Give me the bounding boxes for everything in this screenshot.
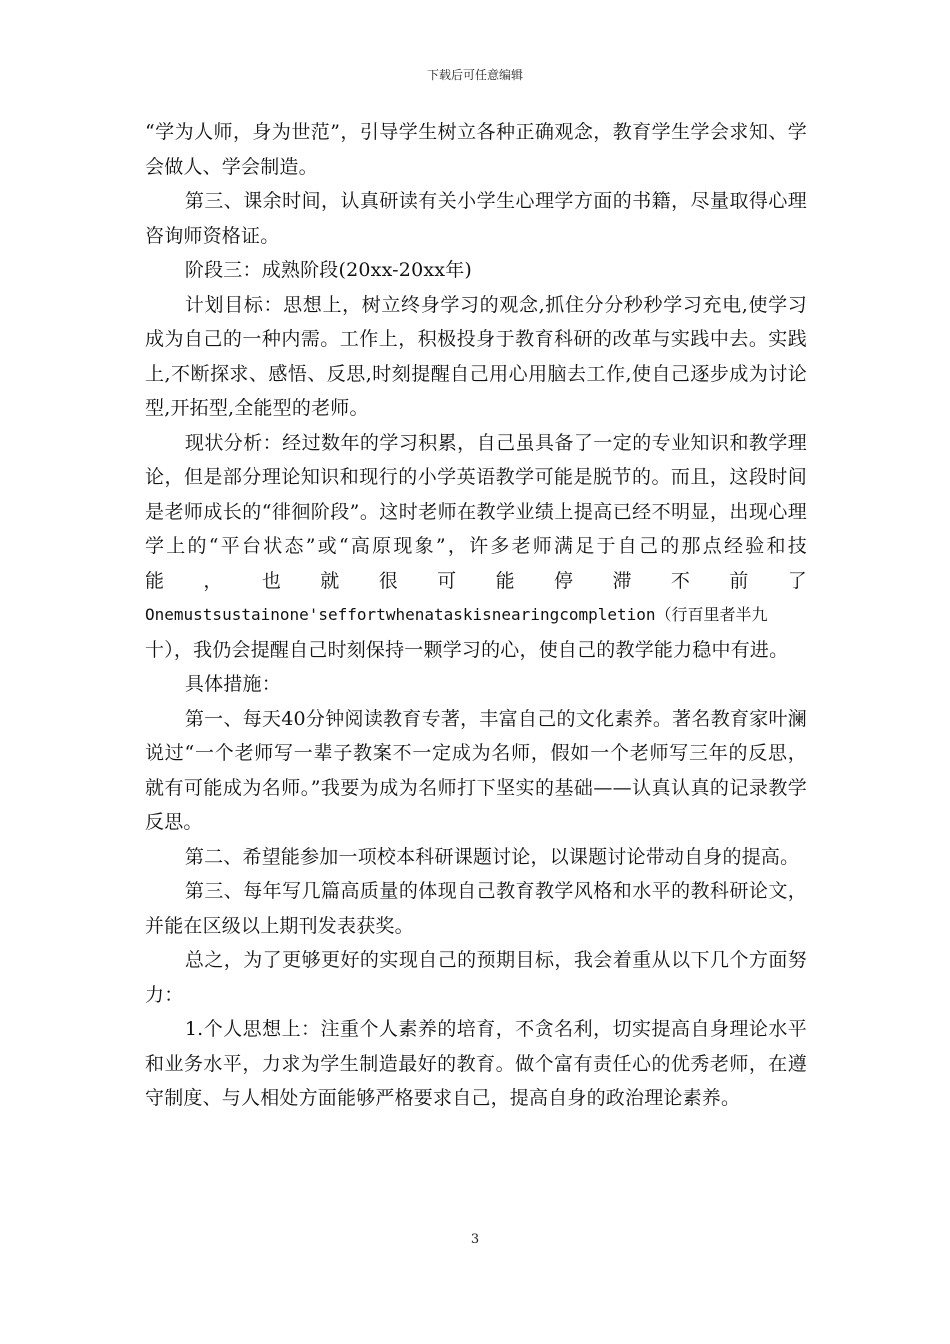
paragraph-status-analysis: 现状分析：经过数年的学习积累，自己虽具备了一定的专业知识和教学理论，但是部分理论知识和现行的小学英语教学可能是脱节的。而且，这段时间是老师成长的“徘徊阶段”。这时老师在教学业绩上提高已经不明显，出现心理学上的“平台状态”或“高原现象”，许多老师满足于自己的那点经验和技 <box>145 431 807 557</box>
page-number: 3 <box>470 1232 480 1247</box>
paragraph-item-one: 1.个人思想上：注重个人素养的培育，不贪名利，切实提高自身理论水平和业务水平，力求为学生制造最好的教育。做个富有责任心的优秀老师，在遵守制度、与人相处方面能够严格要求自己，提高自身的政治理论素养。 <box>145 1018 807 1109</box>
document-body <box>145 115 807 1116</box>
measures-heading: 具体措施： <box>184 673 281 695</box>
paragraph-measure-two: 第二、希望能参加一项校本科研课题讨论，以课题讨论带动自身的提高。 <box>184 845 800 868</box>
paragraph-study-psychology: 第三、课余时间，认真研读有关小学生心理学方面的书籍，尽量取得心理咨询师资格证。 <box>145 190 807 247</box>
paragraph-summary: 总之，为了更够更好的实现自己的预期目标，我会着重从以下几个方面努力： <box>145 949 807 1006</box>
page-header: 下载后可任意编辑 <box>426 68 523 82</box>
paragraph-status-analysis-end: 十），我仍会提醒自己时刻保持一颗学习的心，使自己的教学能力稳中有进。 <box>145 638 789 661</box>
paragraph-measure-three: 第三、每年写几篇高质量的体现自己教育教学风格和水平的教科研论文，并能在区级以上期刊发表获奖。 <box>145 880 807 937</box>
paragraph-plan-goals: 计划目标：思想上，树立终身学习的观念,抓住分分秒秒学习充电,使学习成为自己的一种内需。工作上，积极投身于教育科研的改革与实践中去。实践上,不断探求、感悟、反思,时刻提醒自己用心用脑去工作,使自己逐步成为讨论型,开拓型,全能型的老师。 <box>145 293 807 419</box>
paragraph-continuation: “学为人师，身为世范”，引导学生树立各种正确观念，教育学生学会求知、学会做人、学会制造。 <box>145 121 807 178</box>
paragraph-status-analysis-spread-line: 能，也就很可能停滞不前了 <box>145 569 807 592</box>
paragraph-measure-one: 第一、每天40分钟阅读教育专著，丰富自己的文化素养。著名教育家叶澜说过“一个老师写一辈子教案不一定成为名师，假如一个老师写三年的反思，就有可能成为名师。”我要为成为名师打下坚实的基础——认真认真的记录教学反思。 <box>145 707 807 833</box>
stage-three-heading: 阶段三：成熟阶段(20xx-20xx年) <box>184 259 473 281</box>
paragraph-proverb-line: Onemustsustainone'seffortwhenataskisnearingcompletion（行百里者半九 <box>145 605 768 624</box>
